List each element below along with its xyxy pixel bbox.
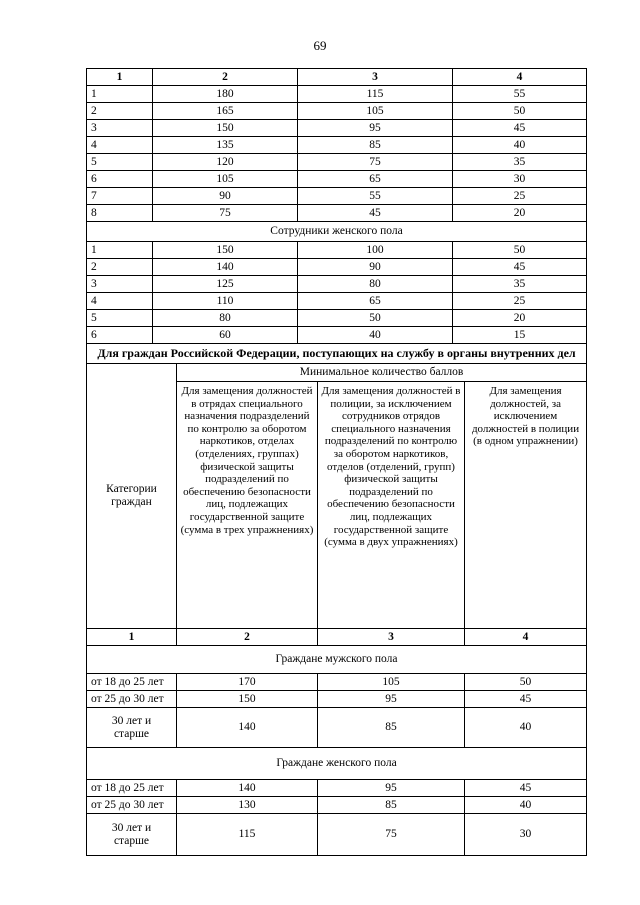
category-header: Категории граждан [87,364,177,629]
table-row [87,171,587,188]
category-cell: 30 лет и старше [87,814,177,856]
table-cell: 90 [153,188,298,205]
table-cell: 170 [177,674,318,691]
table-row [87,242,587,259]
table-row [87,814,587,856]
table-cell: 45 [298,205,453,222]
category-cell: от 18 до 25 лет [87,674,177,691]
column-4-description: Для замещения должностей, за исключением должностей в полиции (в одном упражнении) [465,382,587,629]
table-row [87,154,587,171]
table-cell: 85 [318,708,465,748]
header-cell: 4 [465,629,587,646]
table-cell: 25 [453,188,587,205]
table-row [87,103,587,120]
table-cell: 65 [298,293,453,310]
table-cell: 55 [453,86,587,103]
table-cell: 180 [153,86,298,103]
table-cell: 95 [318,780,465,797]
table-cell: 165 [153,103,298,120]
table-cell: 105 [318,674,465,691]
min-score-row [87,364,587,382]
table-header-row [87,69,587,86]
section-heading: Граждане женского пола [87,748,587,780]
table-cell: 115 [298,86,453,103]
table-cell: 4 [87,293,153,310]
header-cell: 2 [153,69,298,86]
table-row [87,780,587,797]
section-row [87,748,587,780]
table-cell: 50 [465,674,587,691]
header-cell: 2 [177,629,318,646]
table-cell: 80 [153,310,298,327]
table-cell: 2 [87,259,153,276]
table-row [87,205,587,222]
header-cell: 4 [453,69,587,86]
table-cell: 35 [453,276,587,293]
table-row [87,188,587,205]
table-cell: 20 [453,205,587,222]
table-cell: 150 [177,691,318,708]
table-cell: 5 [87,154,153,171]
table-cell: 50 [298,310,453,327]
table-cell: 45 [465,780,587,797]
category-cell: от 25 до 30 лет [87,691,177,708]
table-cell: 4 [87,137,153,154]
column-3-description: Для замещения должностей в полиции, за исключением сотрудников отрядов специального назначения подразделений по контролю за оборотом наркотиков, отделов (отделений, групп) физической защиты подразделений по обеспечению безопасности лиц, подлежащих государственной защите (сумма в двух упражнениях) [318,382,465,629]
table-row [87,797,587,814]
table-cell: 95 [298,120,453,137]
table-cell: 6 [87,327,153,344]
category-cell: от 18 до 25 лет [87,780,177,797]
table-cell: 40 [453,137,587,154]
table-cell: 75 [153,205,298,222]
table-cell: 80 [298,276,453,293]
header-cell: 3 [298,69,453,86]
table-cell: 75 [318,814,465,856]
table-title: Для граждан Российской Федерации, поступающих на службу в органы внутренних дел [87,344,587,364]
page-number: 69 [313,38,327,53]
table-cell: 1 [87,86,153,103]
table-row [87,691,587,708]
table-cell: 20 [453,310,587,327]
table-cell: 40 [465,708,587,748]
table-cell: 45 [465,691,587,708]
table-cell: 140 [177,708,318,748]
table-title-row [87,344,587,364]
table-row [87,120,587,137]
table-cell: 115 [177,814,318,856]
table-row [87,137,587,154]
table-cell: 5 [87,310,153,327]
table-cell: 3 [87,276,153,293]
table-cell: 25 [453,293,587,310]
table-cell: 3 [87,120,153,137]
table-cell: 6 [87,171,153,188]
table-cell: 105 [298,103,453,120]
category-cell: 30 лет и старше [87,708,177,748]
table-cell: 30 [465,814,587,856]
section-heading: Сотрудники женского пола [87,222,587,242]
table-cell: 8 [87,205,153,222]
table-cell: 2 [87,103,153,120]
table-cell: 40 [465,797,587,814]
section-row [87,646,587,674]
table-row [87,327,587,344]
table-cell: 110 [153,293,298,310]
table-cell: 100 [298,242,453,259]
section-row [87,222,587,242]
table-cell: 85 [298,137,453,154]
category-cell: от 25 до 30 лет [87,797,177,814]
table-cell: 35 [453,154,587,171]
header-cell: 3 [318,629,465,646]
table-cell: 50 [453,103,587,120]
header-cell: 1 [87,69,153,86]
table-row [87,86,587,103]
section-heading: Граждане мужского пола [87,646,587,674]
table-cell: 45 [453,120,587,137]
table-row [87,276,587,293]
table-cell: 90 [298,259,453,276]
table-cell: 40 [298,327,453,344]
table-cell: 65 [298,171,453,188]
table-cell: 55 [298,188,453,205]
scores-table-continued [86,68,587,344]
table-row [87,310,587,327]
table-row [87,259,587,276]
table-cell: 120 [153,154,298,171]
table-row [87,674,587,691]
table-row [87,293,587,310]
min-score-header: Минимальное количество баллов [177,364,587,382]
table-row [87,708,587,748]
table-cell: 140 [177,780,318,797]
table-cell: 85 [318,797,465,814]
table-cell: 125 [153,276,298,293]
table-cell: 135 [153,137,298,154]
table-cell: 75 [298,154,453,171]
table-cell: 1 [87,242,153,259]
table-cell: 45 [453,259,587,276]
table-cell: 15 [453,327,587,344]
table-cell: 150 [153,242,298,259]
table-cell: 30 [453,171,587,188]
table-cell: 95 [318,691,465,708]
table-cell: 150 [153,120,298,137]
table-cell: 105 [153,171,298,188]
table-cell: 130 [177,797,318,814]
header-cell: 1 [87,629,177,646]
table-header-row [87,629,587,646]
column-2-description: Для замещения должностей в отрядах специального назначения подразделений по контролю за оборотом наркотиков, отделах (отделениях, группах) физической защиты подразделений по обеспечению безопасности лиц, подлежащих государственной защите (сумма в трех упражнениях) [177,382,318,629]
table-cell: 50 [453,242,587,259]
table-cell: 60 [153,327,298,344]
citizens-scores-table [86,343,587,856]
table-cell: 140 [153,259,298,276]
table-cell: 7 [87,188,153,205]
